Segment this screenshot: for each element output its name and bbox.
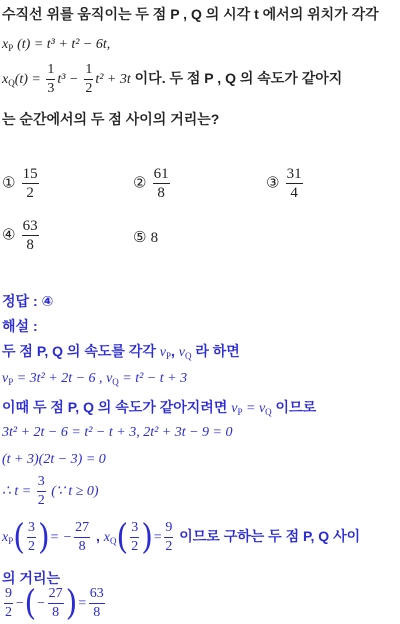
xp-symbol: x — [2, 37, 9, 52]
choice-5[interactable] — [133, 228, 158, 247]
choice-2[interactable] — [133, 166, 172, 201]
choice-2-mark: ② — [133, 174, 147, 192]
xp-subscript: P — [8, 43, 14, 53]
expl-step-6: ∴ t = $\frac{3}{2}$ (∵ t ≥ 0) — [2, 474, 99, 508]
xp-equation — [2, 35, 110, 53]
choice-3[interactable] — [266, 166, 305, 201]
choice-1[interactable] — [2, 166, 41, 201]
expl-step-5: (t + 3)(2t − 3) = 0 — [2, 452, 106, 467]
choice-1-frac: $\frac{15}{2}$ — [22, 166, 38, 201]
choice-4-frac: $\frac{63}{8}$ — [22, 218, 38, 253]
problem-line-1: 수직선 위를 움직이는 두 점 P , Q 의 시각 t 에서의 위치가 각각 — [2, 6, 379, 22]
answer-label: 정답 : ④ — [2, 293, 54, 309]
explanation-label: 해설 : — [2, 318, 38, 334]
choice-1-mark: ① — [2, 174, 16, 192]
xq-subscript: Q — [8, 78, 15, 89]
expl-step-1: 두 점 P, Q 의 속도를 각각 $v_P$, $v_Q$ 라 하면 — [2, 343, 240, 361]
choice-5-mark: ⑤ — [133, 229, 147, 246]
expl-step-8: 의 거리는 — [2, 570, 60, 586]
choice-4[interactable] — [2, 218, 41, 253]
problem-line-last: 는 순간에서의 두 점 사이의 거리는? — [2, 111, 220, 127]
expl-step-7: $x_P$( $\frac{3}{2}$ )= − $\frac{27}{8}$ , $x_Q$( $\frac{3}{2}$ )= $\frac{9}{2}$ 이므로 구하는 두 점 P, Q 사이 — [2, 516, 361, 558]
xp-rhs: (t) = t³ + t² − 6t, — [17, 37, 111, 52]
choice-2-frac: $\frac{61}{8}$ — [153, 166, 169, 201]
xq-tail: 이다. 두 점 P , Q 의 속도가 같아지 — [130, 70, 343, 87]
expl-step-9: $\frac{9}{2}$ −(− $\frac{27}{8}$ )= $\frac{63}{8}$ — [5, 582, 104, 624]
expl-step-4: 3t² + 2t − 6 = t² − t + 3, 2t² + 3t − 9 = 0 — [2, 425, 233, 440]
expl-step-2: $v_P = 3t^2 + 2t - 6$ , $v_Q = t^2 - t + 3$ — [2, 371, 188, 387]
xq-frac-2: $\frac{1}{2}$ — [85, 62, 93, 96]
choice-5-value: 8 — [150, 230, 159, 246]
xq-eq: (t) = — [14, 72, 45, 88]
xq-symbol: x — [2, 72, 9, 88]
choice-3-frac: $\frac{31}{4}$ — [286, 166, 302, 201]
xq-t3: t³ − — [57, 72, 79, 88]
xq-equation — [2, 62, 342, 97]
xq-frac-1: $\frac{1}{3}$ — [47, 62, 55, 96]
choice-4-mark: ④ — [2, 226, 16, 244]
xq-rest: t² + 3t — [95, 72, 131, 88]
choice-3-mark: ③ — [266, 174, 280, 192]
expl-step-3: 이때 두 점 P, Q 의 속도가 같아지려면 $v_P = v_Q$ 이므로 — [2, 399, 317, 417]
